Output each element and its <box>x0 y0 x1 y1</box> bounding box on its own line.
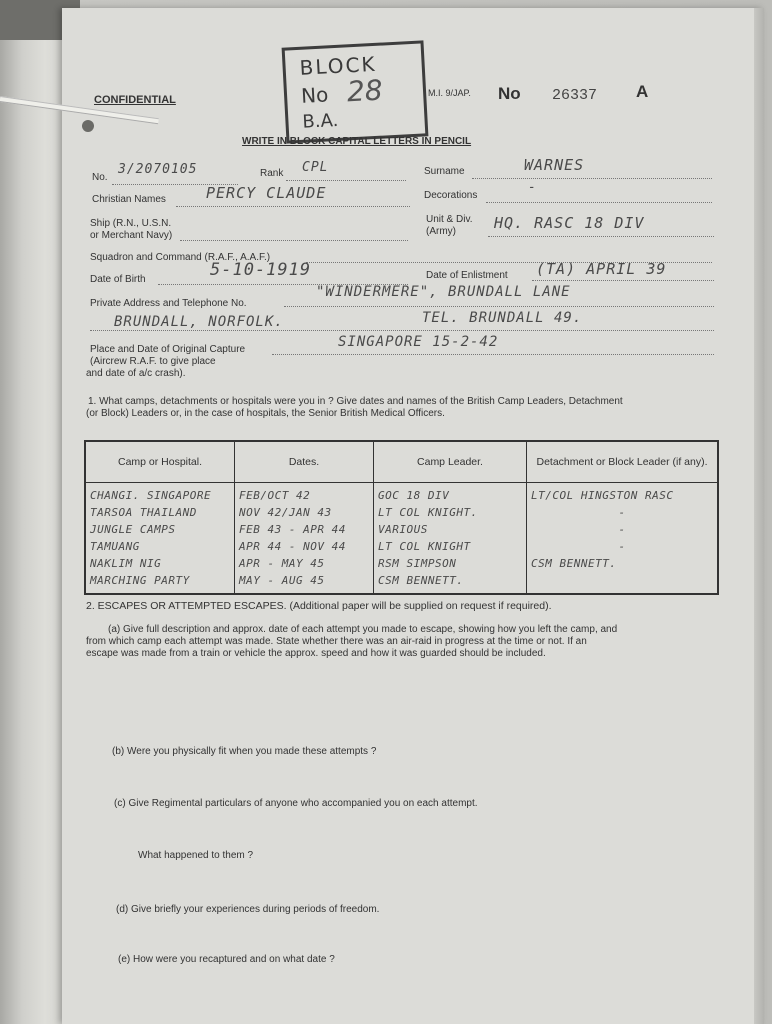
dates-cell: MAY - AUG 45 <box>235 572 374 594</box>
classification-label: CONFIDENTIAL <box>94 94 176 106</box>
detachment-cell: - <box>527 538 719 555</box>
ship-dotline <box>180 240 408 241</box>
unit-label-1: Unit & Div. <box>426 214 473 225</box>
unit-label-2: (Army) <box>426 226 456 237</box>
camp-cell: TAMUANG <box>85 538 235 555</box>
dob-label: Date of Birth <box>90 274 146 285</box>
dates-cell: APR 44 - NOV 44 <box>235 538 374 555</box>
form-reference: M.I. 9/JAP. <box>428 88 471 98</box>
christian-dotline <box>176 206 410 207</box>
camps-table-header <box>85 441 718 483</box>
address-line1: "WINDERMERE", BRUNDALL LANE <box>316 284 571 300</box>
detachment-cell: - <box>527 504 719 521</box>
enlistment-label: Date of Enlistment <box>426 270 508 281</box>
column-detachment-leader: Detachment or Block Leader (if any). <box>527 441 719 483</box>
table-row <box>85 504 718 521</box>
unit-value: HQ. RASC 18 DIV <box>494 214 645 232</box>
camp-cell: CHANGI. SINGAPORE <box>85 483 235 505</box>
dates-cell: FEB/OCT 42 <box>235 483 374 505</box>
leader-cell: CSM BENNETT. <box>374 572 527 594</box>
address-telephone: TEL. BRUNDALL 49. <box>422 310 583 326</box>
capture-label-3: and date of a/c crash). <box>86 368 186 379</box>
number-suffix: A <box>636 82 649 101</box>
section1-question: 1. What camps, detachments or hospitals were you in ? Give dates and names of the British Camp Leaders, Detachment <box>88 396 623 407</box>
detachment-cell <box>527 572 719 594</box>
section2-b: (b) Were you physically fit when you made these attempts ? <box>112 746 377 757</box>
detachment-cell: LT/COL HINGSTON RASC <box>527 483 719 505</box>
camp-cell: TARSOA THAILAND <box>85 504 235 521</box>
leader-cell: LT COL KNIGHT <box>374 538 527 555</box>
rank-dotline <box>286 180 406 181</box>
leader-cell: VARIOUS <box>374 521 527 538</box>
column-camp: Camp or Hospital. <box>85 441 235 483</box>
table-row <box>85 483 718 505</box>
section1-question-cont: (or Block) Leaders or, in the case of hospitals, the Senior British Medical Officers. <box>86 408 445 419</box>
camps-table <box>84 440 719 595</box>
detachment-cell: - <box>527 521 719 538</box>
column-camp-leader: Camp Leader. <box>374 441 527 483</box>
section2-a-line2: from which camp each attempt was made. State whether there was an air-raid in progress at the time or not. If an <box>86 636 587 647</box>
leader-cell: GOC 18 DIV <box>374 483 527 505</box>
folder-edge <box>0 0 70 1024</box>
section2-heading: 2. ESCAPES OR ATTEMPTED ESCAPES. (Additional paper will be supplied on request if required). <box>86 600 552 612</box>
surname-value: WARNES <box>524 156 585 174</box>
table-row <box>85 572 718 594</box>
camp-cell: JUNGLE CAMPS <box>85 521 235 538</box>
stamp-number-value: 28 <box>346 73 384 109</box>
document-page <box>62 8 764 1024</box>
section2-e: (e) How were you recaptured and on what date ? <box>118 954 335 965</box>
squadron-label: Squadron and Command (R.A.F., A.A.F.) <box>90 252 271 263</box>
ship-label-2: or Merchant Navy) <box>90 230 173 241</box>
capture-label-1: Place and Date of Original Capture <box>90 344 246 355</box>
rank-value: CPL <box>302 160 329 175</box>
table-row <box>85 521 718 538</box>
stamp-line3: B.A. <box>301 109 339 133</box>
camp-cell: MARCHING PARTY <box>85 572 235 594</box>
stamp-number-label: No <box>300 82 329 108</box>
table-row <box>85 538 718 555</box>
surname-dotline <box>472 178 712 179</box>
address-dotline-1 <box>284 306 714 307</box>
no-label: No. <box>92 172 108 183</box>
leader-cell: LT COL KNIGHT. <box>374 504 527 521</box>
address-line2: BRUNDALL, NORFOLK. <box>114 314 284 330</box>
decorations-dotline <box>486 202 712 203</box>
section2-c-follow: What happened to them ? <box>138 850 254 861</box>
dates-cell: NOV 42/JAN 43 <box>235 504 374 521</box>
number-label: No <box>498 84 521 103</box>
surname-label: Surname <box>424 166 465 177</box>
capture-value: SINGAPORE 15-2-42 <box>338 334 499 350</box>
stamp-line1: BLOCK <box>299 51 378 80</box>
unit-dotline <box>488 236 714 237</box>
christian-names-label: Christian Names <box>92 194 166 205</box>
no-value: 3/2070105 <box>118 162 198 177</box>
enlistment-value: (TA) APRIL 39 <box>536 260 667 278</box>
section2-d: (d) Give briefly your experiences during periods of freedom. <box>116 904 380 915</box>
ship-label-1: Ship (R.N., U.S.N. <box>90 218 172 229</box>
punch-hole <box>82 120 94 132</box>
leader-cell: RSM SIMPSON <box>374 555 527 572</box>
page-right-edge <box>754 8 764 1024</box>
address-dotline-2 <box>90 330 714 331</box>
dates-cell: FEB 43 - APR 44 <box>235 521 374 538</box>
section2-c: (c) Give Regimental particulars of anyone who accompanied you on each attempt. <box>114 798 478 809</box>
christian-names-value: PERCY CLAUDE <box>206 184 327 202</box>
section2-a-line1: (a) Give full description and approx. date of each attempt you made to escape, showing how you left the camp, and <box>108 624 618 635</box>
instruction-heading: WRITE IN BLOCK CAPITAL LETTERS IN PENCIL <box>242 136 472 147</box>
decorations-value: - <box>528 180 537 195</box>
address-label: Private Address and Telephone No. <box>90 298 247 309</box>
capture-dotline <box>272 354 714 355</box>
camp-cell: NAKLIM NIG <box>85 555 235 572</box>
column-dates: Dates. <box>235 441 374 483</box>
rank-label: Rank <box>260 168 284 179</box>
decorations-label: Decorations <box>424 190 478 201</box>
document-number: 26337 <box>552 87 598 104</box>
block-stamp <box>282 40 429 143</box>
capture-label-2: (Aircrew R.A.F. to give place <box>90 356 216 367</box>
enlistment-dotline <box>532 280 714 281</box>
dates-cell: APR - MAY 45 <box>235 555 374 572</box>
detachment-cell: CSM BENNETT. <box>527 555 719 572</box>
table-row <box>85 555 718 572</box>
section2-a-line3: escape was made from a train or vehicle the approx. speed and how it was guarded should be included. <box>86 648 546 659</box>
dob-value: 5-10-1919 <box>210 260 312 280</box>
